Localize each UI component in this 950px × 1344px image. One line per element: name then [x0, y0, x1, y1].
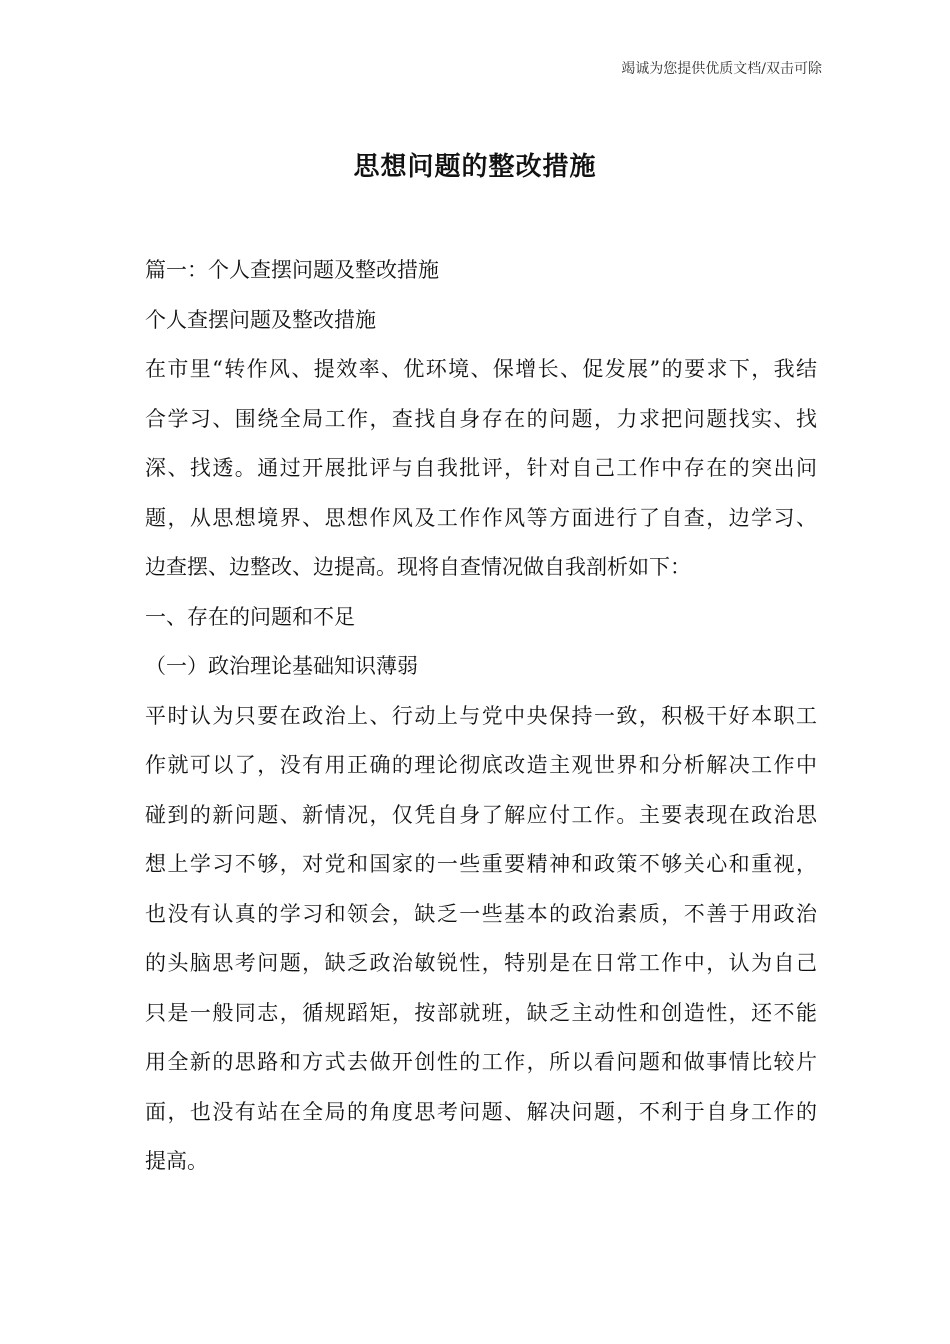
paragraph-line: 碰到的新问题、新情况，仅凭自身了解应付工作。主要表现在政治思	[145, 802, 817, 827]
paragraph-line: 用全新的思路和方式去做开创性的工作，所以看问题和做事情比较片	[145, 1050, 817, 1074]
section-heading: 一、存在的问题和不足	[145, 604, 355, 629]
subheading: 个人查摆问题及整改措施	[145, 307, 376, 332]
header-note: 竭诚为您提供优质文档/双击可除	[621, 61, 822, 77]
subsection-heading: （一）政治理论基础知识薄弱	[145, 654, 418, 678]
paragraph-line: 只是一般同志，循规蹈矩，按部就班，缺乏主动性和创造性，还不能	[145, 1000, 817, 1025]
paragraph-line: 的头脑思考问题，缺乏政治敏锐性，特别是在日常工作中，认为自己	[145, 951, 817, 975]
paragraph-line: 提高。	[145, 1149, 208, 1173]
paragraph-line: 在市里“转作风、提效率、优环境、保增长、促发展”的要求下，我结	[145, 357, 817, 381]
paragraph-line: 想上学习不够，对党和国家的一些重要精神和政策不够关心和重视，	[145, 852, 817, 876]
paragraph-line: 边查摆、边整改、边提高。现将自查情况做自我剖析如下：	[145, 555, 691, 579]
paragraph-line: 作就可以了，没有用正确的理论彻底改造主观世界和分析解决工作中	[145, 753, 817, 777]
document-title: 思想问题的整改措施	[353, 152, 597, 182]
document-body	[145, 246, 817, 1187]
section-heading: 篇一：个人查摆问题及整改措施	[145, 258, 439, 282]
paragraph-line: 也没有认真的学习和领会，缺乏一些基本的政治素质，不善于用政治	[145, 901, 817, 926]
paragraph-line: 平时认为只要在政治上、行动上与党中央保持一致，积极干好本职工	[145, 703, 817, 728]
paragraph-line: 面，也没有站在全局的角度思考问题、解决问题，不利于自身工作的	[145, 1099, 817, 1124]
paragraph-line: 题，从思想境界、思想作风及工作作风等方面进行了自查，边学习、	[145, 505, 817, 530]
paragraph-line: 深、找透。通过开展批评与自我批评，针对自己工作中存在的突出问	[145, 456, 817, 480]
paragraph-line: 合学习、围绕全局工作，查找自身存在的问题，力求把问题找实、找	[145, 406, 817, 431]
